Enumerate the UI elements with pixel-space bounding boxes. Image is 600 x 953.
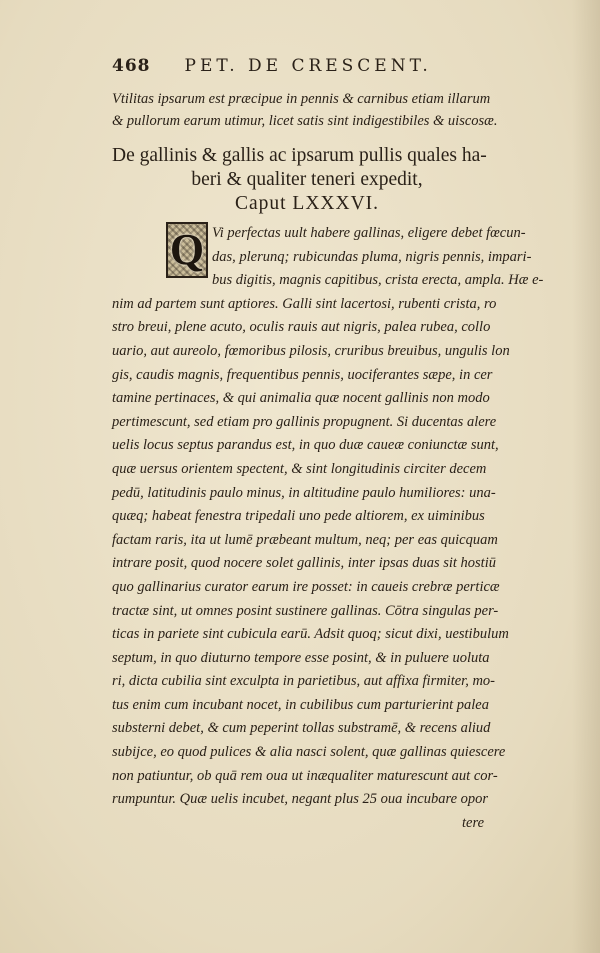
text-line: tus enim cum incubant nocet, in cubilibus cum parturierint palea bbox=[112, 696, 489, 713]
text-line: Vtilitas ipsarum est præcipue in pennis & carnibus etiam illarum bbox=[112, 91, 491, 107]
text-line: quæ uersus orientem spectent, & sint longitudinis circiter decem bbox=[112, 460, 487, 477]
text-line: Vi perfectas uult habere gallinas, eligere debet fœcun- bbox=[212, 225, 526, 241]
heading-line: De gallinis & gallis ac ipsarum pullis quales ha- bbox=[112, 145, 487, 166]
text-line: non patiuntur, ob quā rem oua ut inæqualiter maturescunt aut cor- bbox=[112, 767, 498, 784]
page-header bbox=[112, 56, 492, 76]
text-line: tractæ sint, ut omnes posint sustinere gallinas. Cōtra singulas per- bbox=[112, 602, 499, 619]
text-line: stro breui, plene acuto, oculis rauis aut nigris, palea rubea, collo bbox=[112, 319, 491, 336]
text-line: uelis locus septus parandus est, in quo duæ caueæ coniunctæ sunt, bbox=[112, 437, 499, 454]
text-line: pertimescunt, sed etiam pro gallinis propugnent. Si ducentas alere bbox=[112, 413, 497, 430]
running-head: PET. DE CRESCENT. bbox=[184, 56, 432, 76]
text-line: & pullorum earum utimur, licet satis sint indigestibiles & uiscosæ. bbox=[112, 113, 498, 129]
text-line: bus digitis, magnis capitibus, crista erecta, ampla. Hæ e- bbox=[212, 272, 544, 289]
catchword: tere bbox=[462, 814, 485, 831]
text-line: uario, aut aureolo, fœmoribus pilosis, cruribus breuibus, ungulis lon bbox=[112, 342, 510, 359]
text-line: factam raris, ita ut lumē præbeant multum, neq; per eas quicquam bbox=[112, 531, 498, 548]
heading-line: beri & qualiter teneri expedit, bbox=[191, 169, 423, 190]
text-line: nim ad partem sunt aptiores. Galli sint lacertosi, rubenti crista, ro bbox=[112, 295, 497, 312]
text-line: quo gallinarius curator earum ire posset: in caueis crebræ perticæ bbox=[112, 578, 500, 595]
text-line: subijce, eo quod pulices & alia nasci solent, quæ gallinas quiescere bbox=[112, 744, 506, 761]
text-line: tamine pertinaces, & qui animalia quæ nocent gallinis non modo bbox=[112, 390, 490, 407]
text-line: ri, dicta cubilia sint exculpta in parietibus, aut affixa firmiter, mo- bbox=[112, 673, 496, 690]
continued-text bbox=[112, 88, 498, 132]
page-edge-shadow bbox=[572, 0, 600, 953]
chapter-heading bbox=[112, 144, 502, 216]
text-line: intrare posit, quod nocere solet gallinis, inter ipsas duas sit hostiū bbox=[112, 555, 496, 572]
text-line: quæq; habeat fenestra tripedali uno pede altiorem, ex uiminibus bbox=[112, 508, 485, 525]
page-number: 468 bbox=[112, 56, 151, 76]
text-line: septum, in quo diuturno tempore esse posint, & in puluere uoluta bbox=[112, 649, 490, 666]
text-line: das, plerunq; rubicundas pluma, nigris pennis, impari- bbox=[212, 248, 532, 265]
body-text bbox=[112, 222, 544, 835]
text-line: ticas in pariete sint cubicula earū. Adsit quoq; sicut dixi, uestibulum bbox=[112, 626, 509, 643]
text-line: gis, caudis magnis, frequentibus pennis, uociferantes sæpe, in cer bbox=[112, 366, 493, 383]
text-line: rumpuntur. Quæ uelis incubet, negant plus 25 oua incubare opor bbox=[112, 791, 489, 808]
chapter-number: Caput LXXXVI. bbox=[234, 193, 380, 214]
text-line: substerni debet, & cum peperint tollas substramē, & recens aliud bbox=[112, 720, 491, 737]
initial-letter: Q bbox=[169, 225, 205, 274]
text-line: pedū, latitudinis paulo minus, in altitudine paulo humiliores: una- bbox=[112, 484, 496, 501]
